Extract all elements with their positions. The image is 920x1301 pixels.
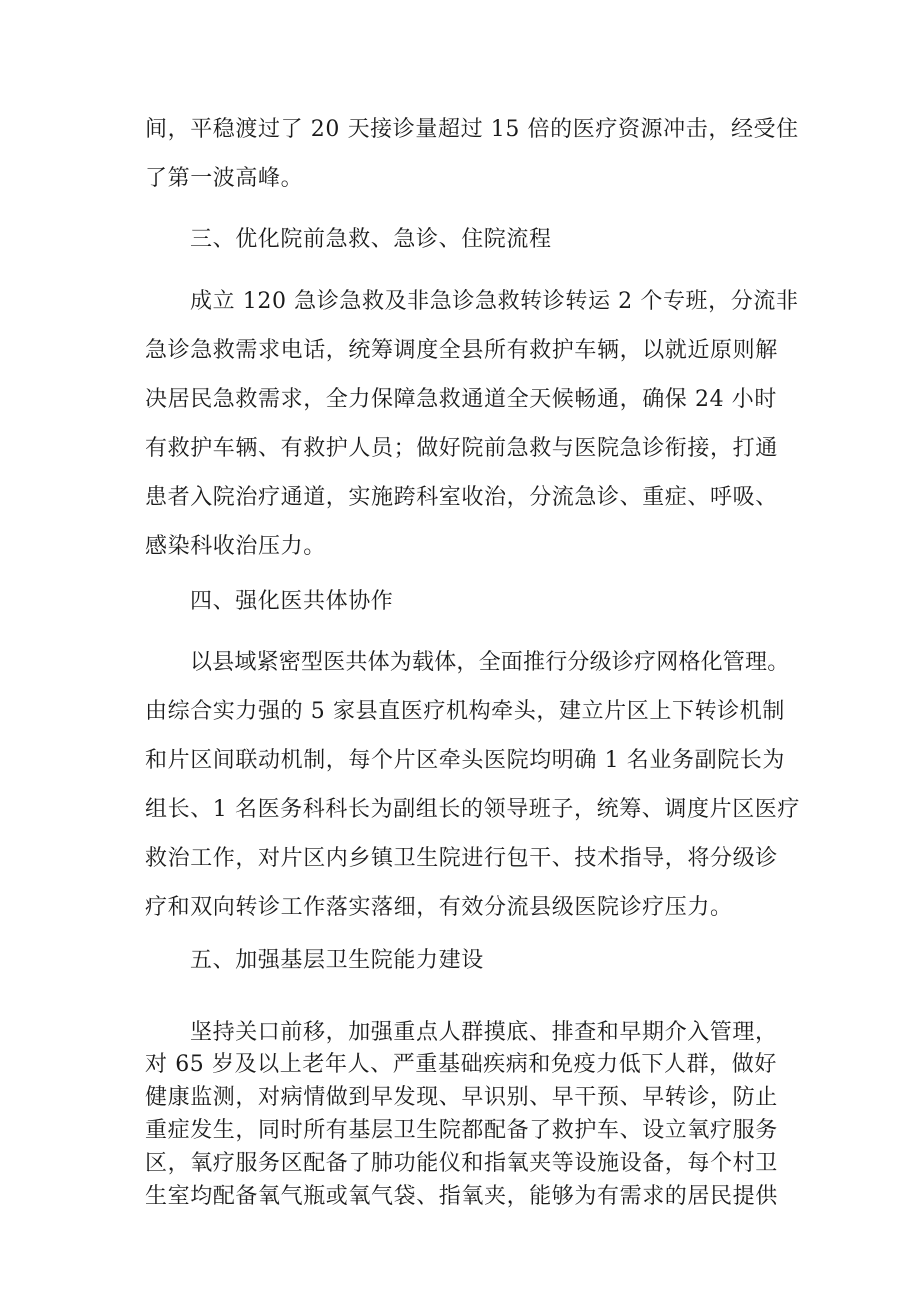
paragraph-line: 感染科收治压力。 <box>145 534 326 559</box>
paragraph-line: 对 65 岁及以上老年人、严重基础疾病和免疫力低下人群，做好 <box>145 1052 777 1077</box>
paragraph-line: 健康监测，对病情做到早发现、早识别、早干预、早转诊，防止 <box>145 1085 778 1110</box>
paragraph-line: 患者入院治疗通道，实施跨科室收治，分流急诊、重症、呼吸、 <box>145 485 778 510</box>
paragraph-line: 区，氧疗服务区配备了肺功能仪和指氧夹等设施设备，每个村卫 <box>145 1151 778 1176</box>
paragraph-line: 急诊急救需求电话，统筹调度全县所有救护车辆，以就近原则解 <box>145 338 778 363</box>
paragraph-line: 和片区间联动机制，每个片区牵头医院均明确 1 名业务副院长为 <box>145 748 785 773</box>
paragraph-line: 由综合实力强的 5 家县直医疗机构牵头，建立片区上下转诊机制 <box>145 699 785 724</box>
paragraph-line: 有救护车辆、有救护人员；做好院前急救与医院急诊衔接，打通 <box>145 436 778 461</box>
paragraph-line: 间，平稳渡过了 20 天接诊量超过 15 倍的医疗资源冲击，经受住 <box>145 117 799 142</box>
paragraph-line: 决居民急救需求，全力保障急救通道全天候畅通，确保 24 小时 <box>145 387 777 412</box>
paragraph-line: 疗和双向转诊工作落实落细，有效分流县级医院诊疗压力。 <box>145 895 733 920</box>
paragraph-line: 了第一波高峰。 <box>145 166 304 191</box>
paragraph-line: 救治工作，对片区内乡镇卫生院进行包干、技术指导，将分级诊 <box>145 846 778 871</box>
section-heading-5: 五、加强基层卫生院能力建设 <box>190 948 484 973</box>
paragraph-line: 组长、1 名医务科科长为副组长的领导班子，统筹、调度片区医疗 <box>145 797 800 822</box>
section-heading-4: 四、强化医共体协作 <box>190 589 394 614</box>
paragraph-line: 坚持关口前移，加强重点人群摸底、排查和早期介入管理， <box>190 1020 778 1045</box>
paragraph-line: 生室均配备氧气瓶或氧气袋、指氧夹，能够为有需求的居民提供 <box>145 1184 778 1209</box>
paragraph-line: 成立 120 急诊急救及非急诊急救转诊转运 2 个专班，分流非 <box>190 289 799 314</box>
paragraph-line: 重症发生，同时所有基层卫生院都配备了救护车、设立氧疗服务 <box>145 1118 778 1143</box>
section-heading-3: 三、优化院前急救、急诊、住院流程 <box>190 227 552 252</box>
paragraph-line: 以县域紧密型医共体为载体，全面推行分级诊疗网格化管理。 <box>190 650 790 675</box>
